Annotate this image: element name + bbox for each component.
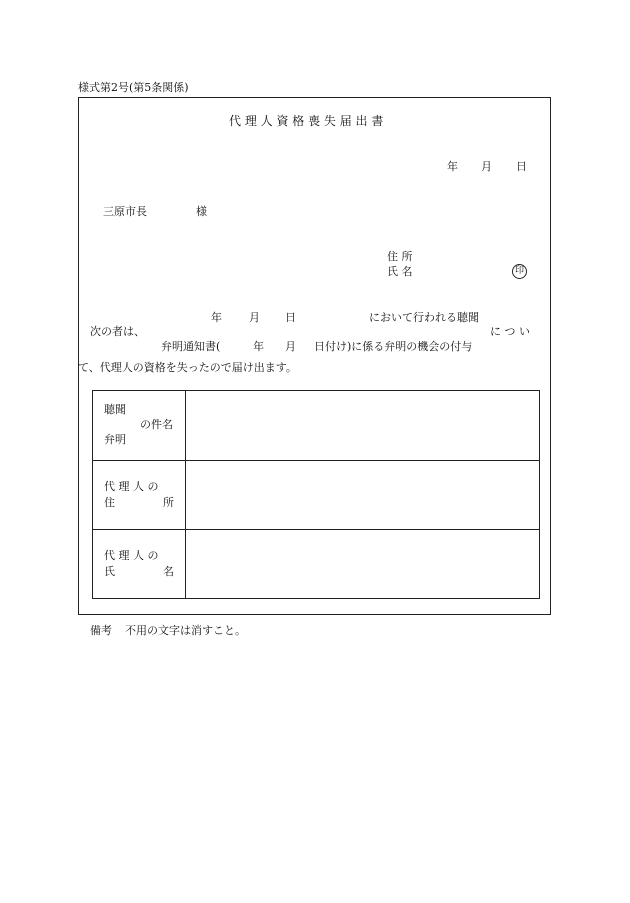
body-year: 年 — [211, 311, 222, 324]
table-column-divider — [185, 391, 186, 598]
body-line3-year: 年 — [253, 340, 264, 353]
body-line3-text: 日付け)に係る弁明の機会の付与 — [314, 340, 473, 353]
body-line3-month: 月 — [285, 340, 296, 353]
date-month-label: 月 — [481, 160, 492, 173]
date-day-label: 日 — [516, 160, 527, 173]
row2-label-agent: 代 理 人 の — [104, 480, 159, 493]
row1-label-hearing: 聴聞 — [104, 403, 126, 416]
row1-label-explanation: 弁明 — [104, 433, 126, 446]
document-title: 代 理 人 資 格 喪 失 届 出 書 — [229, 114, 384, 128]
table-row-divider — [93, 460, 539, 461]
date-year-label: 年 — [447, 160, 458, 173]
body-day: 日 — [285, 311, 296, 324]
body-line1-text: において行われる聴聞 — [369, 311, 479, 324]
addressee-honorific: 様 — [196, 205, 207, 218]
form-label: 様式第2号(第5条関係) — [78, 81, 189, 94]
body-line3-prefix: 弁明通知書( — [161, 340, 221, 353]
row3-label-name-right: 名 — [163, 565, 174, 578]
seal-mark: 印 — [512, 264, 527, 279]
body-month: 月 — [249, 311, 260, 324]
body-line2-right: に つ い — [490, 325, 530, 338]
row2-label-address-left: 住 — [104, 496, 115, 509]
body-line4: て、代理人の資格を失ったので届け出ます。 — [78, 361, 297, 374]
addressee-name: 三原市長 — [103, 205, 147, 218]
table-row-divider — [93, 529, 539, 530]
remarks-label: 備考 — [90, 624, 112, 637]
row3-label-name-left: 氏 — [104, 565, 115, 578]
name-label: 氏 名 — [387, 265, 413, 278]
row2-label-address-right: 所 — [163, 496, 174, 509]
row1-label-case-name: の件名 — [140, 418, 173, 431]
address-label: 住 所 — [387, 250, 413, 263]
row3-label-agent: 代 理 人 の — [104, 549, 159, 562]
body-line2-left: 次の者は、 — [90, 325, 145, 338]
remarks-text: 不用の文字は消すこと。 — [125, 624, 246, 637]
